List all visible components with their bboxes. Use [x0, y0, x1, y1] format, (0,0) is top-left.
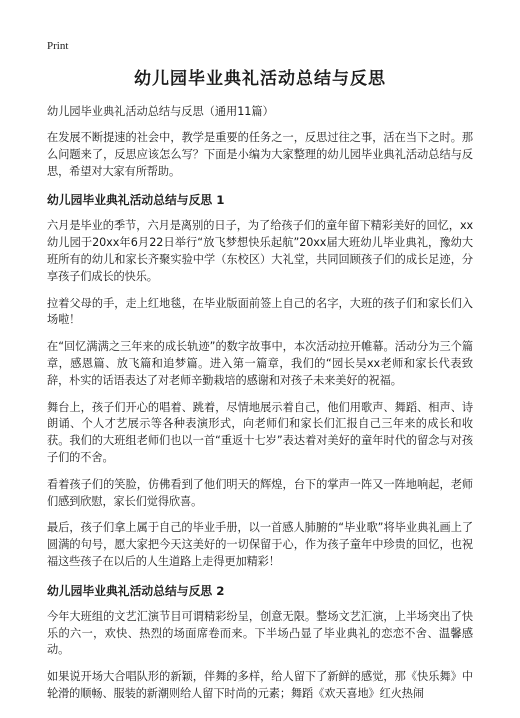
section-heading: 幼儿园毕业典礼活动总结与反思 2	[47, 583, 225, 598]
paragraph: 如果说开场大合唱队形的新颖，伴舞的多样，给人留下了新鲜的感觉，那《快乐舞》中轮滑的顺畅、服装的新潮则给人留下时尚的元素；舞蹈《欢天喜地》红火热闹	[47, 670, 473, 700]
document-body	[47, 104, 473, 713]
section-2	[47, 583, 473, 703]
document-subtitle: 幼儿园毕业典礼活动总结与反思（通用11篇）	[47, 105, 274, 118]
print-label[interactable]: Print	[47, 40, 69, 52]
section-heading: 幼儿园毕业典礼活动总结与反思 1	[47, 193, 225, 208]
page-title: 幼儿园毕业典礼活动总结与反思	[134, 69, 386, 89]
paragraph: 今年大班组的文艺汇演节目可谓精彩纷呈，创意无限。整场文艺汇演，上半场突出了快乐的六一，欢快、热烈的场面席卷而来。下半场凸显了毕业典礼的恋恋不舍、温馨感动。	[47, 609, 473, 657]
paragraph: 舞台上，孩子们开心的唱着、跳着，尽情地展示着自己，他们用歌声、舞蹈、相声、诗朗诵、个人才艺展示等各种表演形式，向老师们和家长们汇报自己三年来的成长和收获。我们的大班组老师们也以一首“重返十七岁”表达着对美好的童年时代的留念与对孩子们的不舍。	[47, 400, 473, 464]
section-1	[47, 192, 473, 570]
paragraph: 在“回忆满满之三年来的成长轨迹”的数字故事中，本次活动拉开帷幕。活动分为三个篇章，感恩篇、放飞篇和追梦篇。进入第一篇章，我们的“园长吴xx老师和家长代表致辞，朴实的话语表达了对老师辛勤栽培的感谢和对孩子未来美好的祝福。	[47, 340, 473, 387]
paragraph: 最后，孩子们拿上属于自己的毕业手册，以一首感人肺腑的“毕业歌”将毕业典礼画上了圆满的句号，愿大家把今天这美好的一切保留于心，作为孩子童年中珍贵的回忆，也祝福这些孩子在以后的人生道路上走得更加精彩！	[47, 521, 473, 568]
intro-paragraph: 在发展不断提速的社会中，教学是重要的任务之一，反思过往之事，活在当下之时。那么问题来了，反思应该怎么写？下面是小编为大家整理的幼儿园毕业典礼活动总结与反思，希望对大家有所帮助。	[47, 131, 473, 178]
paragraph: 看着孩子们的笑脸，仿佛看到了他们明天的辉煌，台下的掌声一阵又一阵地响起，老师们感到欣慰，家长们觉得欣喜。	[47, 477, 473, 508]
paragraph: 拉着父母的手，走上红地毯，在毕业版面前签上自己的名字，大班的孩子们和家长们入场啦！	[47, 296, 473, 327]
paragraph: 六月是毕业的季节，六月是离别的日子，为了给孩子们的童年留下精彩美好的回忆，xx幼儿园于20xx年6月22日举行“放飞梦想快乐起航”20xx届大班幼儿毕业典礼，豫幼大班所有的幼儿和家长齐聚实验中学（东校区）大礼堂，共同回顾孩子们的成长足迹，分享孩子们成长的快乐。	[47, 219, 473, 283]
